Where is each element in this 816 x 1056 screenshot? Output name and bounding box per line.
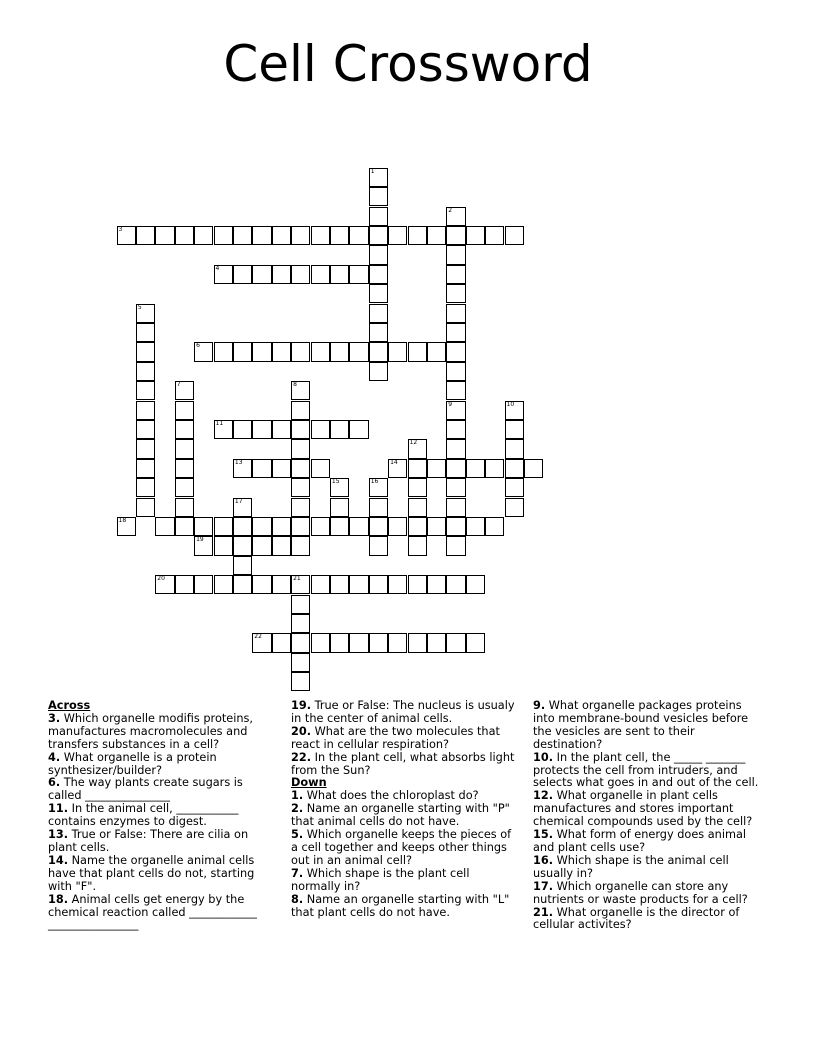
grid-cell[interactable] (349, 265, 368, 284)
clue-text: Name the organelle animal cells have that plant cells do not, starting with "F". (48, 853, 255, 893)
grid-cell[interactable] (291, 420, 310, 439)
grid-cell[interactable] (291, 517, 310, 536)
clue-text: Which shape is the plant cell normally in? (291, 866, 470, 893)
grid-cell[interactable] (175, 439, 194, 458)
clue-number: 18 (118, 516, 127, 524)
grid-cell[interactable] (214, 517, 233, 536)
down-clue (533, 881, 763, 907)
grid-cell[interactable] (505, 459, 524, 478)
grid-cell[interactable] (175, 381, 194, 400)
grid-cell[interactable] (291, 536, 310, 555)
grid-cell[interactable] (252, 536, 271, 555)
grid-cell[interactable] (233, 459, 252, 478)
grid-cell[interactable] (291, 381, 310, 400)
grid-cell[interactable] (466, 226, 485, 245)
clue-number: 14 (390, 458, 398, 466)
grid-cell[interactable] (136, 439, 155, 458)
puzzle-title: Cell Crossword (223, 35, 593, 93)
grid-cell[interactable] (291, 439, 310, 458)
grid-cell[interactable] (291, 478, 310, 497)
grid-cell[interactable] (233, 517, 252, 536)
grid-cell[interactable] (446, 284, 465, 303)
grid-cell[interactable] (446, 323, 465, 342)
clue-number: 11 (215, 419, 224, 427)
grid-cell[interactable] (369, 245, 388, 264)
grid-cell[interactable] (446, 536, 465, 555)
grid-cell[interactable] (369, 323, 388, 342)
grid-cell[interactable] (466, 575, 485, 594)
clue-text: Which organelle modifis proteins, manufactures macromolecules and transfers substances in a cell? (48, 711, 254, 751)
grid-cell[interactable] (272, 420, 291, 439)
grid-cell[interactable] (252, 517, 271, 536)
grid-cell[interactable] (388, 575, 407, 594)
clue-number: 22 (254, 633, 262, 641)
grid-cell[interactable] (291, 226, 310, 245)
clue-number: 17 (234, 497, 243, 505)
clue-number: 6 (196, 342, 200, 350)
clue-column-3 (533, 700, 763, 932)
grid-cell[interactable] (155, 575, 174, 594)
grid-cell[interactable] (291, 575, 310, 594)
clue-text: Which shape is the animal cell usually in? (533, 853, 729, 880)
grid-cell[interactable] (175, 478, 194, 497)
grid-cell[interactable] (291, 342, 310, 361)
clue-label: 9. (533, 699, 546, 712)
grid-cell[interactable] (330, 226, 349, 245)
clue-number: 20 (157, 575, 165, 583)
grid-cell[interactable] (291, 672, 310, 691)
grid-cell[interactable] (330, 498, 349, 517)
clue-text: Which organelle can store any nutrients or waste products for a cell? (533, 879, 748, 906)
grid-cell[interactable] (427, 342, 446, 361)
grid-cell[interactable] (175, 575, 194, 594)
grid-cell[interactable] (291, 595, 310, 614)
across-clue (48, 855, 270, 894)
clue-text: Name an organelle starting with "P" that animal cells do not have. (291, 802, 510, 829)
grid-cell[interactable] (214, 575, 233, 594)
grid-cell[interactable] (427, 633, 446, 652)
grid-cell[interactable] (369, 342, 388, 361)
grid-cell[interactable] (446, 459, 465, 478)
down-clue (533, 700, 763, 752)
grid-cell[interactable] (311, 575, 330, 594)
grid-cell[interactable] (272, 342, 291, 361)
grid-cell[interactable] (349, 226, 368, 245)
grid-cell[interactable] (446, 633, 465, 652)
clue-label: 3. (48, 711, 61, 725)
down-clue (291, 803, 519, 829)
grid-cell[interactable] (330, 517, 349, 536)
grid-cell[interactable] (408, 439, 427, 458)
grid-cell[interactable] (272, 536, 291, 555)
grid-cell[interactable] (233, 556, 252, 575)
grid-cell[interactable] (369, 284, 388, 303)
clue-number: 16 (370, 478, 379, 486)
grid-cell[interactable] (272, 517, 291, 536)
clue-text: In the plant cell, the _____ _______ protects the cell from intruders, and selects what goes in and out of the cell. (533, 750, 759, 790)
grid-cell[interactable] (291, 401, 310, 420)
grid-cell[interactable] (311, 226, 330, 245)
grid-cell[interactable] (408, 459, 427, 478)
grid-cell[interactable] (291, 265, 310, 284)
clue-text: Which organelle keeps the pieces of a cell together and keeps other things out in an animal cell? (291, 828, 512, 867)
clue-number: 19 (196, 536, 204, 544)
grid-cell[interactable] (136, 304, 155, 323)
clue-text: Name an organelle starting with "L" that plant cells do not have. (291, 892, 510, 919)
across-clue (48, 803, 270, 829)
grid-cell[interactable] (272, 459, 291, 478)
clue-label: 5. (291, 828, 304, 842)
grid-cell[interactable] (505, 420, 524, 439)
grid-cell[interactable] (388, 517, 407, 536)
grid-cell[interactable] (446, 304, 465, 323)
clue-label: 13. (48, 828, 69, 842)
grid-cell[interactable] (388, 226, 407, 245)
clue-number: 8 (293, 381, 297, 389)
down-clue (291, 829, 519, 868)
grid-cell[interactable] (446, 517, 465, 536)
grid-cell[interactable] (175, 401, 194, 420)
grid-cell[interactable] (330, 342, 349, 361)
grid-cell[interactable] (311, 342, 330, 361)
grid-cell[interactable] (505, 478, 524, 497)
grid-cell[interactable] (311, 265, 330, 284)
across-clue (291, 700, 519, 726)
grid-cell[interactable] (136, 342, 155, 361)
down-clue (533, 829, 763, 855)
grid-cell[interactable] (175, 226, 194, 245)
clue-number: 2 (448, 206, 453, 214)
grid-cell[interactable] (117, 226, 136, 245)
down-clue (533, 790, 763, 829)
grid-cell[interactable] (194, 517, 213, 536)
grid-cell[interactable] (311, 459, 330, 478)
grid-cell[interactable] (427, 459, 446, 478)
grid-cell[interactable] (446, 498, 465, 517)
clue-text: True or False: There are cilia on plant cells. (48, 828, 249, 854)
across-clue (48, 752, 270, 778)
grid-cell[interactable] (233, 226, 252, 245)
grid-cell[interactable] (311, 633, 330, 652)
grid-cell[interactable] (446, 245, 465, 264)
grid-cell[interactable] (427, 517, 446, 536)
grid-cell[interactable] (252, 342, 271, 361)
grid-cell[interactable] (349, 420, 368, 439)
grid-cell[interactable] (233, 575, 252, 594)
grid-cell[interactable] (446, 401, 465, 420)
grid-cell[interactable] (369, 362, 388, 381)
grid-cell[interactable] (311, 420, 330, 439)
grid-cell[interactable] (369, 536, 388, 555)
grid-cell[interactable] (369, 207, 388, 226)
grid-cell[interactable] (466, 459, 485, 478)
grid-cell[interactable] (233, 342, 252, 361)
clue-number: 7 (176, 381, 181, 389)
grid-cell[interactable] (175, 459, 194, 478)
clue-label: 7. (291, 866, 304, 880)
grid-cell[interactable] (408, 633, 427, 652)
grid-cell[interactable] (388, 633, 407, 652)
clue-number: 9 (448, 400, 453, 408)
grid-cell[interactable] (330, 478, 349, 497)
across-clue (48, 777, 270, 803)
grid-cell[interactable] (155, 226, 174, 245)
grid-cell[interactable] (505, 401, 524, 420)
clue-label: 19. (291, 699, 312, 712)
clue-text: Animal cells get energy by the chemical reaction called ____________ ________________ (48, 892, 257, 932)
grid-cell[interactable] (330, 265, 349, 284)
clue-label: 11. (48, 802, 69, 816)
grid-cell[interactable] (175, 498, 194, 517)
clue-text: What organelle packages proteins into membrane-bound vesicles before the vesicles are sent to their destination? (533, 699, 749, 751)
grid-cell[interactable] (330, 420, 349, 439)
grid-cell[interactable] (466, 633, 485, 652)
grid-cell[interactable] (446, 381, 465, 400)
grid-cell[interactable] (505, 439, 524, 458)
grid-cell[interactable] (272, 575, 291, 594)
grid-cell[interactable] (369, 633, 388, 652)
clue-label: 17. (533, 879, 554, 893)
across-clue (291, 752, 519, 778)
grid-cell[interactable] (136, 420, 155, 439)
clue-label: 22. (291, 750, 312, 764)
clue-label: 10. (533, 750, 554, 764)
down-clue (533, 752, 763, 791)
grid-cell[interactable] (427, 575, 446, 594)
grid-cell[interactable] (446, 342, 465, 361)
clue-number: 5 (137, 303, 142, 311)
grid-cell[interactable] (136, 381, 155, 400)
grid-cell[interactable] (369, 575, 388, 594)
grid-cell[interactable] (349, 517, 368, 536)
grid-cell[interactable] (252, 226, 271, 245)
clue-text: What form of energy does animal and plant cells use? (533, 828, 747, 854)
grid-cell[interactable] (446, 265, 465, 284)
clue-text: What organelle in plant cells manufactures and stores important chemical compounds used by the cell? (533, 789, 753, 829)
grid-cell[interactable] (252, 459, 271, 478)
grid-cell[interactable] (388, 459, 407, 478)
grid-cell[interactable] (233, 498, 252, 517)
clue-text: What organelle is the director of cellular activites? (533, 905, 740, 932)
clue-column-2 (291, 700, 519, 919)
grid-cell[interactable] (446, 420, 465, 439)
grid-cell[interactable] (408, 498, 427, 517)
clue-label: 1. (291, 789, 304, 803)
down-clue (533, 907, 763, 933)
down-clue (533, 855, 763, 881)
grid-cell[interactable] (330, 575, 349, 594)
clue-label: 18. (48, 892, 69, 906)
grid-cell[interactable] (214, 265, 233, 284)
across-clue (291, 726, 519, 752)
grid-cell[interactable] (524, 459, 543, 478)
grid-cell[interactable] (466, 517, 485, 536)
clue-label: 21. (533, 905, 554, 919)
grid-cell[interactable] (291, 653, 310, 672)
grid-cell[interactable] (369, 187, 388, 206)
clue-text: True or False: The nucleus is usualy in the center of animal cells. (291, 699, 515, 725)
grid-cell[interactable] (291, 459, 310, 478)
grid-cell[interactable] (136, 478, 155, 497)
clue-label: 2. (291, 802, 304, 816)
across-clue (48, 894, 270, 933)
grid-cell[interactable] (291, 614, 310, 633)
grid-cell[interactable] (369, 265, 388, 284)
clue-label: 16. (533, 853, 554, 867)
grid-cell[interactable] (214, 226, 233, 245)
grid-cell[interactable] (272, 226, 291, 245)
grid-cell[interactable] (233, 536, 252, 555)
clue-number: 1 (370, 167, 375, 175)
clue-label: 14. (48, 853, 69, 867)
grid-cell[interactable] (408, 342, 427, 361)
grid-cell[interactable] (349, 342, 368, 361)
across-clue (48, 829, 270, 855)
grid-cell[interactable] (369, 226, 388, 245)
clue-text: In the plant cell, what absorbs light from the Sun? (291, 750, 515, 777)
grid-cell[interactable] (155, 517, 174, 536)
grid-cell[interactable] (446, 226, 465, 245)
grid-cell[interactable] (485, 459, 504, 478)
grid-cell[interactable] (485, 517, 504, 536)
grid-cell[interactable] (136, 323, 155, 342)
grid-cell[interactable] (446, 575, 465, 594)
clue-text: In the animal cell, ___________ contains enzymes to digest. (48, 802, 239, 829)
clue-number: 4 (215, 264, 220, 272)
clue-number: 21 (293, 575, 301, 583)
clue-text: What are the two molecules that react in cellular respiration? (291, 724, 500, 751)
grid-cell[interactable] (408, 575, 427, 594)
clue-text: What does the chloroplast do? (303, 789, 479, 803)
grid-cell[interactable] (136, 401, 155, 420)
grid-cell[interactable] (446, 439, 465, 458)
across-clue (48, 713, 270, 752)
grid-cell[interactable] (214, 342, 233, 361)
clue-label: 6. (48, 776, 61, 790)
grid-cell[interactable] (427, 226, 446, 245)
grid-cell[interactable] (252, 575, 271, 594)
grid-cell[interactable] (446, 362, 465, 381)
grid-cell[interactable] (117, 517, 136, 536)
clue-text: What organelle is a protein synthesizer/builder? (48, 750, 217, 777)
grid-cell[interactable] (369, 168, 388, 187)
grid-cell[interactable] (369, 498, 388, 517)
grid-cell[interactable] (252, 420, 271, 439)
clue-number: 12 (409, 439, 418, 447)
grid-cell[interactable] (369, 478, 388, 497)
grid-cell[interactable] (233, 265, 252, 284)
grid-cell[interactable] (446, 478, 465, 497)
grid-cell[interactable] (194, 226, 213, 245)
grid-cell[interactable] (272, 265, 291, 284)
down-clue (291, 868, 519, 894)
clue-number: 10 (506, 400, 515, 408)
grid-cell[interactable] (175, 517, 194, 536)
grid-cell[interactable] (291, 498, 310, 517)
grid-cell[interactable] (252, 633, 271, 652)
grid-cell[interactable] (349, 575, 368, 594)
grid-cell[interactable] (408, 478, 427, 497)
clue-text: The way plants create sugars is called _______________ (48, 776, 243, 803)
grid-cell[interactable] (505, 498, 524, 517)
clue-label: 8. (291, 892, 304, 906)
grid-cell[interactable] (175, 420, 194, 439)
grid-cell[interactable] (214, 420, 233, 439)
grid-cell[interactable] (408, 226, 427, 245)
grid-cell[interactable] (369, 304, 388, 323)
grid-cell[interactable] (446, 207, 465, 226)
clue-label: 4. (48, 750, 61, 764)
grid-cell[interactable] (194, 342, 213, 361)
clue-number: 13 (234, 458, 243, 466)
grid-cell[interactable] (136, 459, 155, 478)
grid-cell[interactable] (136, 362, 155, 381)
grid-cell[interactable] (349, 633, 368, 652)
clue-label: 20. (291, 724, 312, 738)
grid-cell[interactable] (252, 265, 271, 284)
down-clue (291, 894, 519, 920)
grid-cell[interactable] (388, 342, 407, 361)
grid-cell[interactable] (272, 633, 291, 652)
grid-cell[interactable] (291, 633, 310, 652)
grid-cell[interactable] (194, 575, 213, 594)
grid-cell[interactable] (408, 536, 427, 555)
grid-cell[interactable] (408, 517, 427, 536)
clue-column-1 (48, 700, 270, 932)
grid-cell[interactable] (485, 226, 504, 245)
clue-number: 3 (118, 225, 123, 233)
grid-cell[interactable] (311, 517, 330, 536)
grid-cell[interactable] (136, 226, 155, 245)
clue-label: 15. (533, 828, 554, 842)
grid-cell[interactable] (136, 498, 155, 517)
grid-cell[interactable] (330, 633, 349, 652)
clue-number: 15 (331, 478, 340, 486)
across-heading: Across (48, 699, 91, 712)
grid-cell[interactable] (505, 226, 524, 245)
down-heading: Down (291, 776, 327, 790)
grid-cell[interactable] (369, 517, 388, 536)
clue-label: 12. (533, 789, 554, 803)
grid-cell[interactable] (194, 536, 213, 555)
grid-cell[interactable] (233, 420, 252, 439)
grid-cell[interactable] (214, 536, 233, 555)
